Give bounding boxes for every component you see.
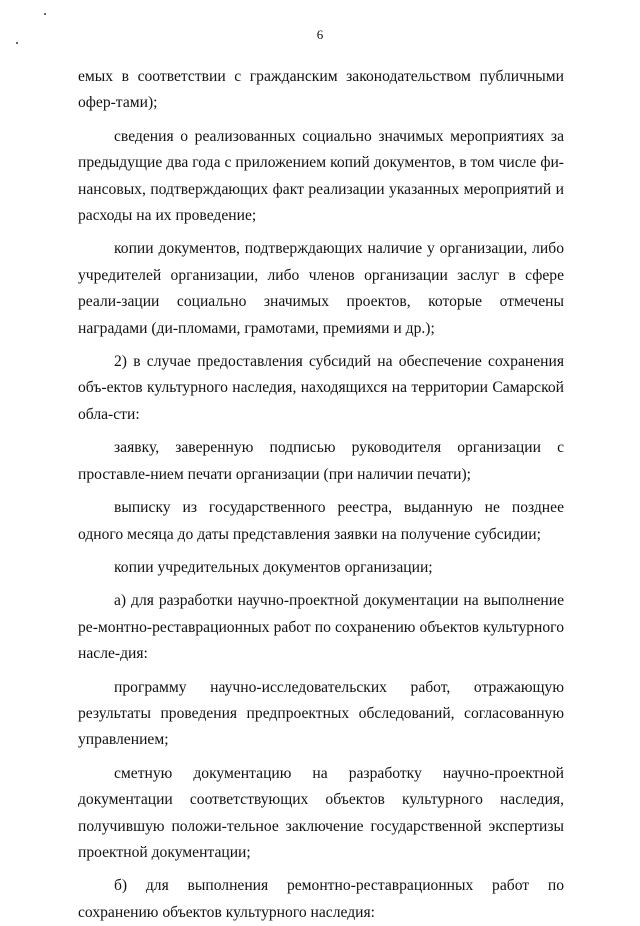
scan-speck <box>44 13 46 15</box>
paragraph: б) для выполнения ремонтно-реставрационных работ по сохранению объектов культурного наследия: <box>78 877 564 921</box>
paragraph: программу научно-исследовательских работ, отражающую результаты проведения предпроектных обследований, согласованную управлением; <box>78 678 564 749</box>
paragraph: емых в соответствии с гражданским законодательством публичными офер-тами); <box>78 68 564 112</box>
paragraph: 2) в случае предоставления субсидий на обеспечение сохранения объ-ектов культурного наследия, находящихся на территории Самарской обла-сти: <box>78 353 564 423</box>
paragraph: копии учредительных документов организации; <box>114 558 433 576</box>
document-body <box>78 64 564 926</box>
paragraph: сведения о реализованных социально значимых мероприятиях за предыдущие два года с приложением копий документов, в том числе фи-нансовых, подтверждающих факт реализации указанных мероприятий и расходы на их проведение; <box>78 127 564 225</box>
paragraph: сметную документацию на разработку научно-проектной документации соответствующих объектов культурного наследия, получившую положи-тельное заключение государственной экспертизы проектной документации; <box>78 764 564 861</box>
paragraph: копии документов, подтверждающих наличие у организации, либо учредителей организации, либо членов организации заслуг в сфере реали-зации социально значимых проектов, которые отмечены наградами (ди-пломами, грамотами, премиями и др.); <box>78 240 564 337</box>
paragraph: выписку из государственного реестра, выданную не позднее одного месяца до даты представления заявки на получение субсидии; <box>78 499 564 543</box>
paragraph: заявку, заверенную подписью руководителя организации с проставле-нием печати организации (при наличии печати); <box>78 439 564 483</box>
paragraph: а) для разработки научно-проектной документации на выполнение ре-монтно-реставрационных работ по сохранению объектов культурного насле-дия: <box>78 592 564 663</box>
page-number: 6 <box>316 27 324 42</box>
